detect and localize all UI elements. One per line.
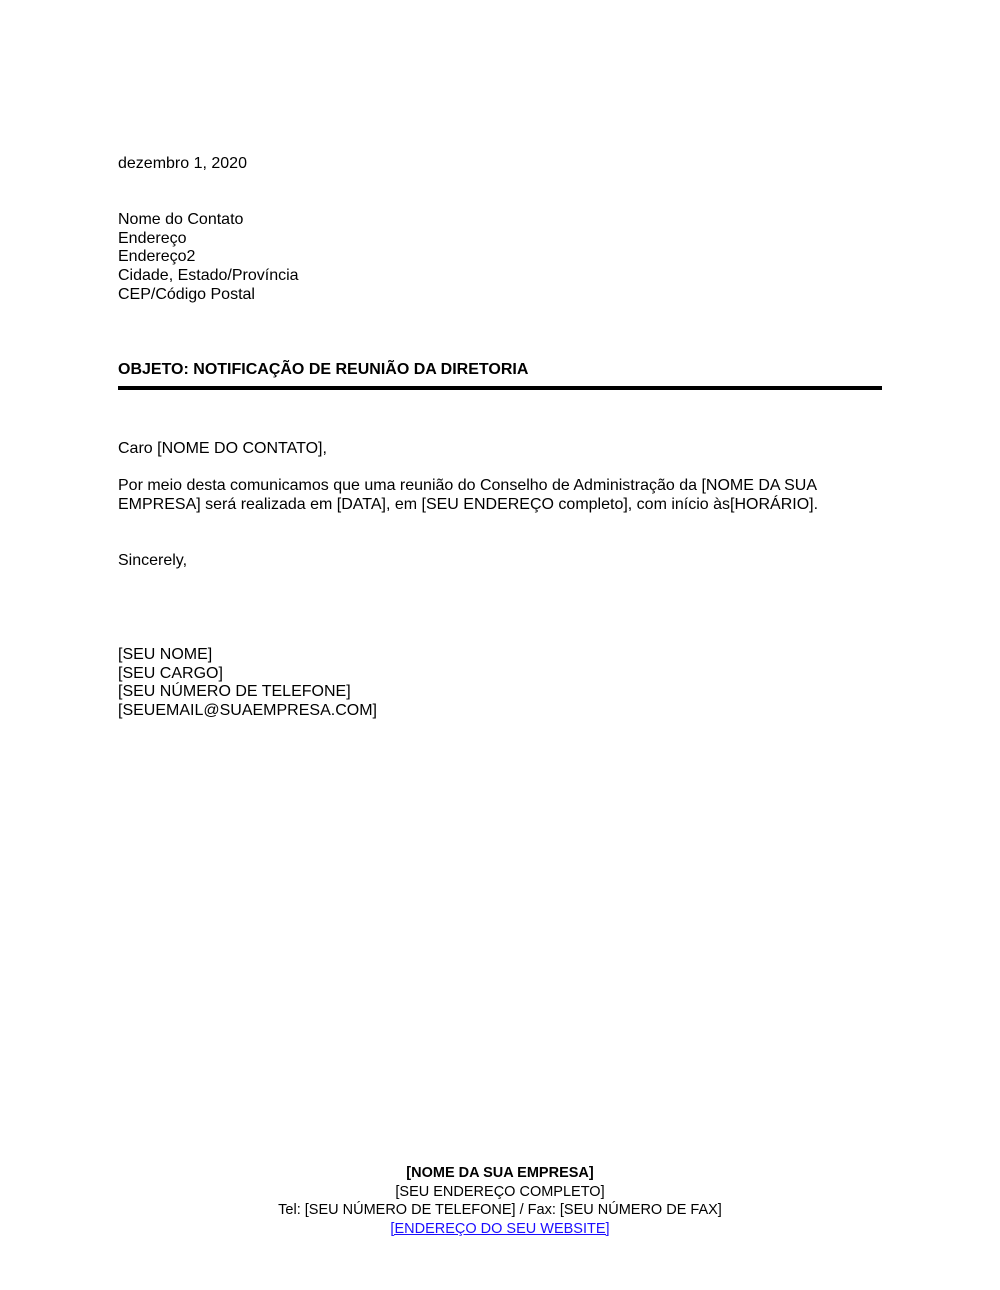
recipient-name: Nome do Contato bbox=[118, 211, 244, 228]
closing: Sincerely, bbox=[118, 552, 188, 569]
footer-website-link[interactable]: [ENDEREÇO DO SEU WEBSITE] bbox=[390, 1220, 610, 1237]
subject-heading: OBJETO: NOTIFICAÇÃO DE REUNIÃO DA DIRETORIA bbox=[118, 361, 529, 378]
signer-email: [SEUEMAIL@SUAEMPRESA.COM] bbox=[118, 702, 377, 720]
recipient-address-line-2: Endereço2 bbox=[118, 248, 196, 266]
letterhead-footer bbox=[0, 1164, 1000, 1238]
recipient-address-line-1: Endereço bbox=[118, 229, 187, 247]
signer-phone: [SEU NÚMERO DE TELEFONE] bbox=[118, 683, 351, 701]
footer-address: [SEU ENDEREÇO COMPLETO] bbox=[395, 1183, 605, 1200]
footer-contact: Tel: [SEU NÚMERO DE TELEFONE] / Fax: [SEU NÚMERO DE FAX] bbox=[278, 1202, 722, 1218]
salutation: Caro [NOME DO CONTATO], bbox=[118, 440, 327, 457]
recipient-address-block bbox=[118, 211, 299, 305]
letter-date: dezembro 1, 2020 bbox=[118, 155, 247, 172]
signature-block bbox=[118, 646, 377, 721]
signer-name: [SEU NOME] bbox=[118, 646, 213, 663]
recipient-postal-code: CEP/Código Postal bbox=[118, 285, 255, 303]
footer-company-name: [NOME DA SUA EMPRESA] bbox=[406, 1165, 594, 1181]
body-paragraph bbox=[118, 477, 858, 514]
subject-divider bbox=[118, 386, 882, 390]
body-line-2: EMPRESA] será realizada em [DATA], em [SEU ENDEREÇO completo], com início às[HORÁRIO]. bbox=[118, 495, 819, 513]
signer-title: [SEU CARGO] bbox=[118, 664, 223, 682]
body-line-1: Por meio desta comunicamos que uma reunião do Conselho de Administração da [NOME DA SUA bbox=[118, 477, 818, 494]
recipient-city-state: Cidade, Estado/Província bbox=[118, 267, 299, 285]
